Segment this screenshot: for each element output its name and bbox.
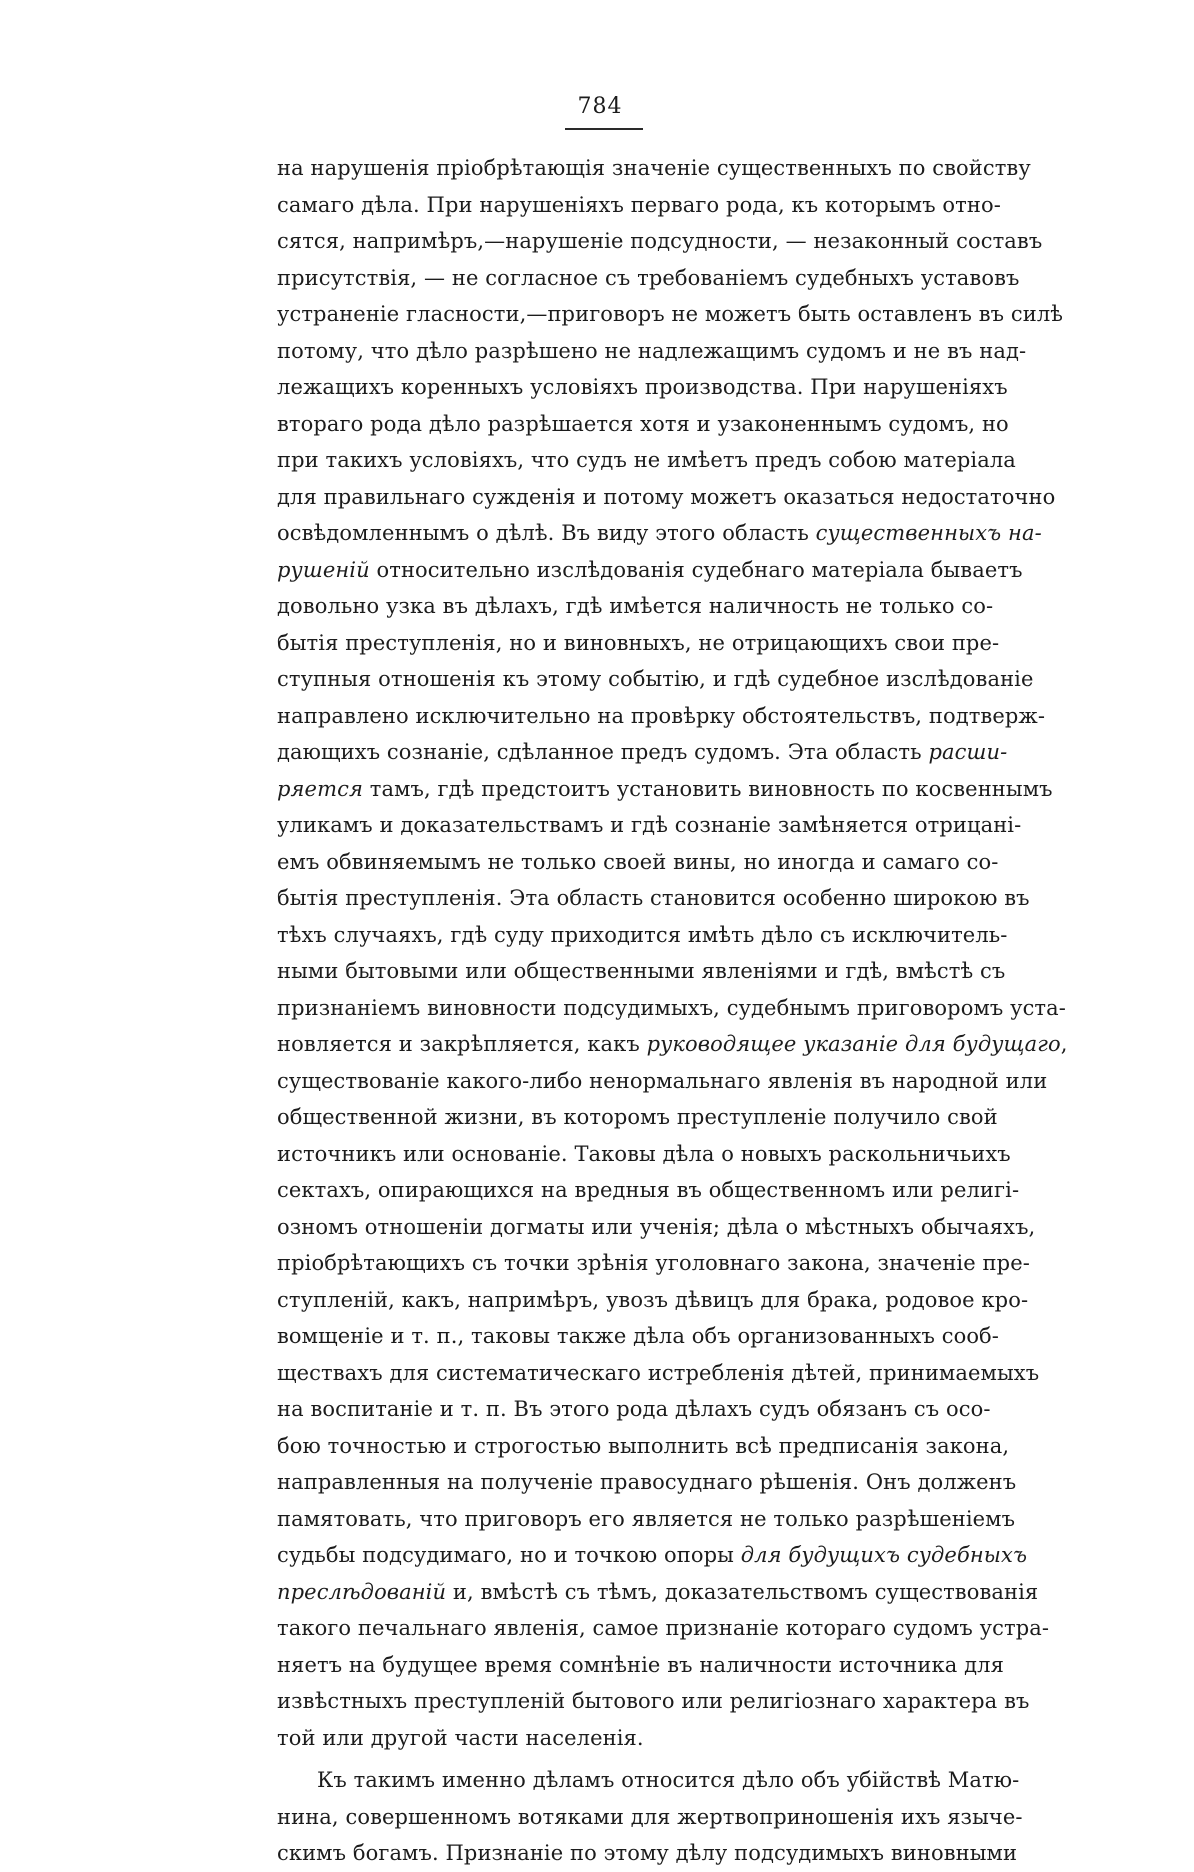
text-segment: ществахъ для систематическаго истребленія дѣтей, принимаемыхъ <box>277 1360 1040 1385</box>
text-segment: няетъ на будущее время сомнѣніе въ наличности источника для <box>277 1652 1004 1677</box>
text-line <box>277 442 1016 479</box>
text-line <box>277 990 1066 1027</box>
text-line <box>277 1063 1048 1100</box>
text-segment: устраненіе гласности,—приговоръ не можетъ быть оставленъ въ силѣ <box>277 302 1064 326</box>
text-line <box>277 698 1046 735</box>
text-line <box>277 1172 1020 1209</box>
text-segment: для правильнаго сужденія и потому можетъ оказаться недостаточно <box>277 484 1056 509</box>
text-line <box>277 1835 1018 1872</box>
text-line <box>277 953 1006 990</box>
text-line <box>277 1136 1011 1173</box>
text-segment: той или другой части населенія. <box>277 1725 644 1750</box>
page-number-rule <box>565 128 643 130</box>
italic-text: существенныхъ на- <box>815 521 1042 545</box>
text-segment: извѣстныхъ преступленій бытового или религіознаго характера въ <box>277 1689 1030 1713</box>
body-text <box>277 150 1068 1872</box>
text-line <box>277 187 1001 224</box>
text-segment: лежащихъ коренныхъ условіяхъ производства. При нарушеніяхъ <box>277 375 1008 399</box>
text-segment: тѣхъ случаяхъ, гдѣ суду приходится имѣть дѣло съ исключитель- <box>277 922 1008 947</box>
text-line <box>277 1799 1023 1836</box>
text-segment: довольно узка въ дѣлахъ, гдѣ имѣется наличность не только со- <box>277 594 994 618</box>
text-segment: новляется и закрѣпляется, какъ <box>277 1032 647 1056</box>
text-segment: относительно изслѣдованія судебнаго матеріала бываетъ <box>369 557 1023 582</box>
text-segment: бытія преступленія, но и виновныхъ, не отрицающихъ свои пре- <box>277 630 1000 655</box>
text-segment: общественной жизни, въ которомъ преступленіе получило свой <box>277 1105 998 1129</box>
text-line <box>277 1099 998 1136</box>
text-segment: сятся, напримѣръ,—нарушеніе подсудности, — незаконный составъ <box>277 229 1043 253</box>
text-segment: ступленій, какъ, напримѣръ, увозъ дѣвицъ для брака, родовое кро- <box>277 1287 1029 1312</box>
text-line <box>277 552 1023 589</box>
text-line <box>277 917 1008 954</box>
text-line <box>277 880 1030 917</box>
text-line <box>277 807 1022 844</box>
text-line <box>277 1501 1016 1538</box>
text-line <box>277 625 1000 662</box>
text-segment: пріобрѣтающихъ съ точки зрѣнія уголовнаго закона, значеніе пре- <box>277 1251 1030 1275</box>
italic-text: ряется <box>277 776 363 801</box>
text-segment: вомщеніе и т. п., таковы также дѣла объ организованныхъ сооб- <box>277 1324 999 1348</box>
text-segment: потому, что дѣло разрѣшено не надлежащимъ судомъ и не въ над- <box>277 338 1027 363</box>
italic-text: руководящее указаніе для будущаго <box>646 1032 1061 1056</box>
text-segment: на воспитаніе и т. п. Въ этого рода дѣлахъ судъ обязанъ съ осо- <box>277 1397 991 1421</box>
text-segment: уликамъ и доказательствамъ и гдѣ сознаніе замѣняется отрицані- <box>277 813 1022 837</box>
text-line <box>277 1318 999 1355</box>
text-segment: судьбы подсудимаго, но и точкою опоры <box>277 1543 741 1567</box>
text-line <box>277 1355 1040 1392</box>
text-line <box>277 734 1008 771</box>
text-line <box>277 1647 1004 1684</box>
paragraph-2 <box>277 1762 1023 1872</box>
text-segment: источникъ или основаніе. Таковы дѣла о новыхъ раскольничьихъ <box>277 1141 1011 1166</box>
text-segment: тамъ, гдѣ предстоитъ установить виновность по косвеннымъ <box>362 776 1053 801</box>
text-segment: скимъ богамъ. Признаніе по этому дѣлу подсудимыхъ виновными <box>277 1841 1018 1865</box>
text-line <box>277 296 1064 333</box>
italic-text: для будущихъ судебныхъ <box>740 1543 1028 1567</box>
text-segment: освѣдомленнымъ о дѣлѣ. Въ виду этого область <box>277 521 816 545</box>
text-segment: емъ обвиняемымъ не только своей вины, но иногда и самаго со- <box>277 849 999 874</box>
text-segment: признаніемъ виновности подсудимыхъ, судебнымъ приговоромъ уста- <box>277 995 1066 1020</box>
page-number: 784 <box>577 94 623 119</box>
text-line <box>277 1209 1036 1246</box>
italic-text: рушеній <box>277 557 370 582</box>
text-line <box>277 771 1053 808</box>
text-segment: ными бытовыми или общественными явленіями и гдѣ, вмѣстѣ съ <box>277 959 1006 983</box>
text-segment: бою точностью и строгостью выполнить всѣ предписанія закона, <box>277 1433 1010 1458</box>
text-line <box>277 844 999 881</box>
paragraph-1 <box>277 150 1068 1756</box>
text-segment: направленныя на полученіе правосуднаго рѣшенія. Онъ долженъ <box>277 1470 1017 1494</box>
text-line <box>277 1026 1068 1063</box>
text-line <box>277 1245 1030 1282</box>
text-segment: дающихъ сознаніе, сдѣланное предъ судомъ. Эта область <box>277 740 929 764</box>
text-line <box>277 1537 1028 1574</box>
text-segment: втораго рода дѣло разрѣшается хотя и узаконеннымъ судомъ, но <box>277 411 1009 436</box>
text-segment: на нарушенія пріобрѣтающія значеніе существенныхъ по свойству <box>277 156 1031 180</box>
text-line <box>277 1391 991 1428</box>
text-line <box>277 588 994 625</box>
text-segment: нина, совершенномъ вотяками для жертвоприношенія ихъ языче- <box>277 1804 1023 1829</box>
text-line <box>277 150 1031 187</box>
italic-text: расши- <box>928 740 1008 764</box>
text-line <box>277 661 1034 698</box>
text-line <box>277 1683 1030 1720</box>
text-segment: сектахъ, опирающихся на вредныя въ общественномъ или религі- <box>277 1178 1020 1202</box>
text-segment: Къ такимъ именно дѣламъ относится дѣло объ убійствѣ Матю- <box>317 1768 1020 1792</box>
text-segment: направлено исключительно на провѣрку обстоятельствъ, подтверж- <box>277 703 1046 728</box>
text-line <box>277 1464 1017 1501</box>
text-line <box>277 223 1043 260</box>
text-segment: ступныя отношенія къ этому событію, и гдѣ судебное изслѣдованіе <box>277 667 1034 691</box>
text-line <box>277 1762 1020 1799</box>
text-line <box>277 479 1056 516</box>
text-segment: такого печальнаго явленія, самое признаніе котораго судомъ устра- <box>277 1616 1050 1640</box>
text-line <box>277 1428 1010 1465</box>
text-line <box>277 369 1008 406</box>
text-line <box>277 260 1020 297</box>
text-segment: памятовать, что приговоръ его является не только разрѣшеніемъ <box>277 1506 1016 1531</box>
text-segment: и, вмѣстѣ съ тѣмъ, доказательствомъ существованія <box>446 1579 1039 1604</box>
text-segment: существованіе какого-либо ненормальнаго явленія въ народной или <box>277 1068 1048 1093</box>
text-line <box>277 333 1027 370</box>
text-line <box>277 1610 1050 1647</box>
text-line <box>277 1574 1039 1611</box>
italic-text: преслѣдованій <box>277 1579 447 1604</box>
text-segment: присутствія, — не согласное съ требованіемъ судебныхъ уставовъ <box>277 265 1020 290</box>
text-line <box>277 406 1009 443</box>
text-segment: озномъ отношеніи догматы или ученія; дѣла о мѣстныхъ обычаяхъ, <box>277 1214 1036 1239</box>
text-segment: самаго дѣла. При нарушеніяхъ перваго рода, къ которымъ отно- <box>277 192 1001 217</box>
text-segment: , <box>1060 1032 1068 1056</box>
text-line <box>277 1282 1029 1319</box>
text-line <box>277 1720 955 1757</box>
text-line <box>277 515 1042 552</box>
text-segment: бытія преступленія. Эта область становится особенно широкою въ <box>277 886 1030 910</box>
text-segment: при такихъ условіяхъ, что судъ не имѣетъ предъ собою матеріала <box>277 448 1016 472</box>
